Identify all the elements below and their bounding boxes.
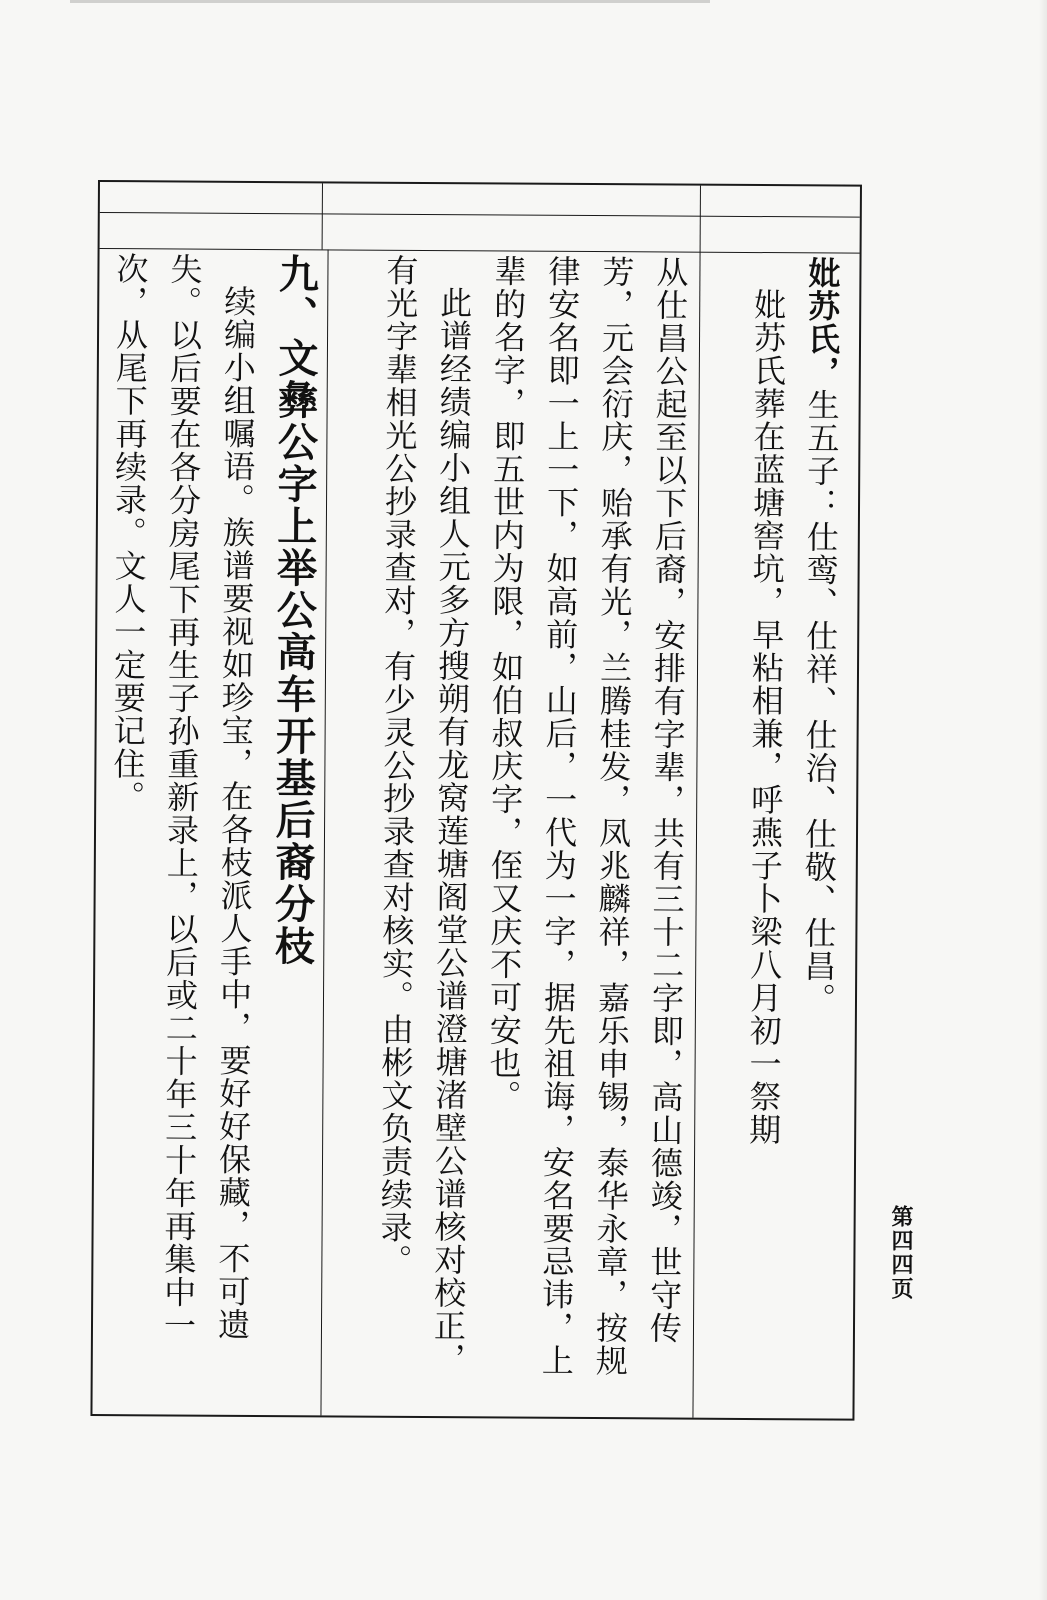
compilation-note-paragraph: 此谱经绩编小组人元多方搜朔有龙窝莲塘阁堂公谱澄塘渚壁公谱核对校正，有光字辈相光公抄录查对，有少灵公抄录查对核实。由彬文负责续录。: [375, 253, 474, 1376]
column-ancestor-wife: [713, 256, 850, 1407]
children-list: 生五子：仕鸾、仕祥、仕治、仕敬、仕昌。: [798, 388, 841, 1016]
page-number: 第四四页: [888, 1205, 914, 1301]
committee-instruction-paragraph: 续编小组嘱语。族谱要视如珍宝，在各枝派人手中，要好好保藏，不可遗失。以后要在各分房尾下再生子孙重新录上，以后或二十年三十年再集中一次，从尾下再续录。文人一定要记住。: [108, 252, 258, 1342]
section-heading: 九、文彝公字上举公高车开基后裔分枝: [268, 253, 320, 968]
scan-edge-right: [1039, 0, 1047, 1600]
genealogy-table-frame: [90, 180, 862, 1421]
generation-names-paragraph: 从仕昌公起至以下后裔，安排有字辈，共有三十二字即，高山德竣，世守传芳，元会衍庆，贻承有光，兰腾桂发，凤兆麟祥，嘉乐申锡，泰华永章，按规律安名即一上一下，如高前，山后，一代为一字，据先祖诲，安名要忌讳，上辈的名字，即五世内为限，如伯叔庆字，侄又庆不可安也。: [484, 254, 690, 1378]
table-header-rule-1: [100, 212, 860, 218]
scan-edge-top: [70, 0, 710, 3]
column-branch-section: [93, 252, 326, 1403]
table-divider-upper: [322, 183, 323, 249]
column-generation-names: [331, 253, 698, 1405]
wife-label: 妣苏氏，: [802, 256, 842, 389]
burial-note: 妣苏氏葬在蓝塘窖坑，早粘相兼，呼燕子卜梁八月初一祭期: [744, 287, 788, 1147]
wife-children-line: [789, 256, 850, 1406]
